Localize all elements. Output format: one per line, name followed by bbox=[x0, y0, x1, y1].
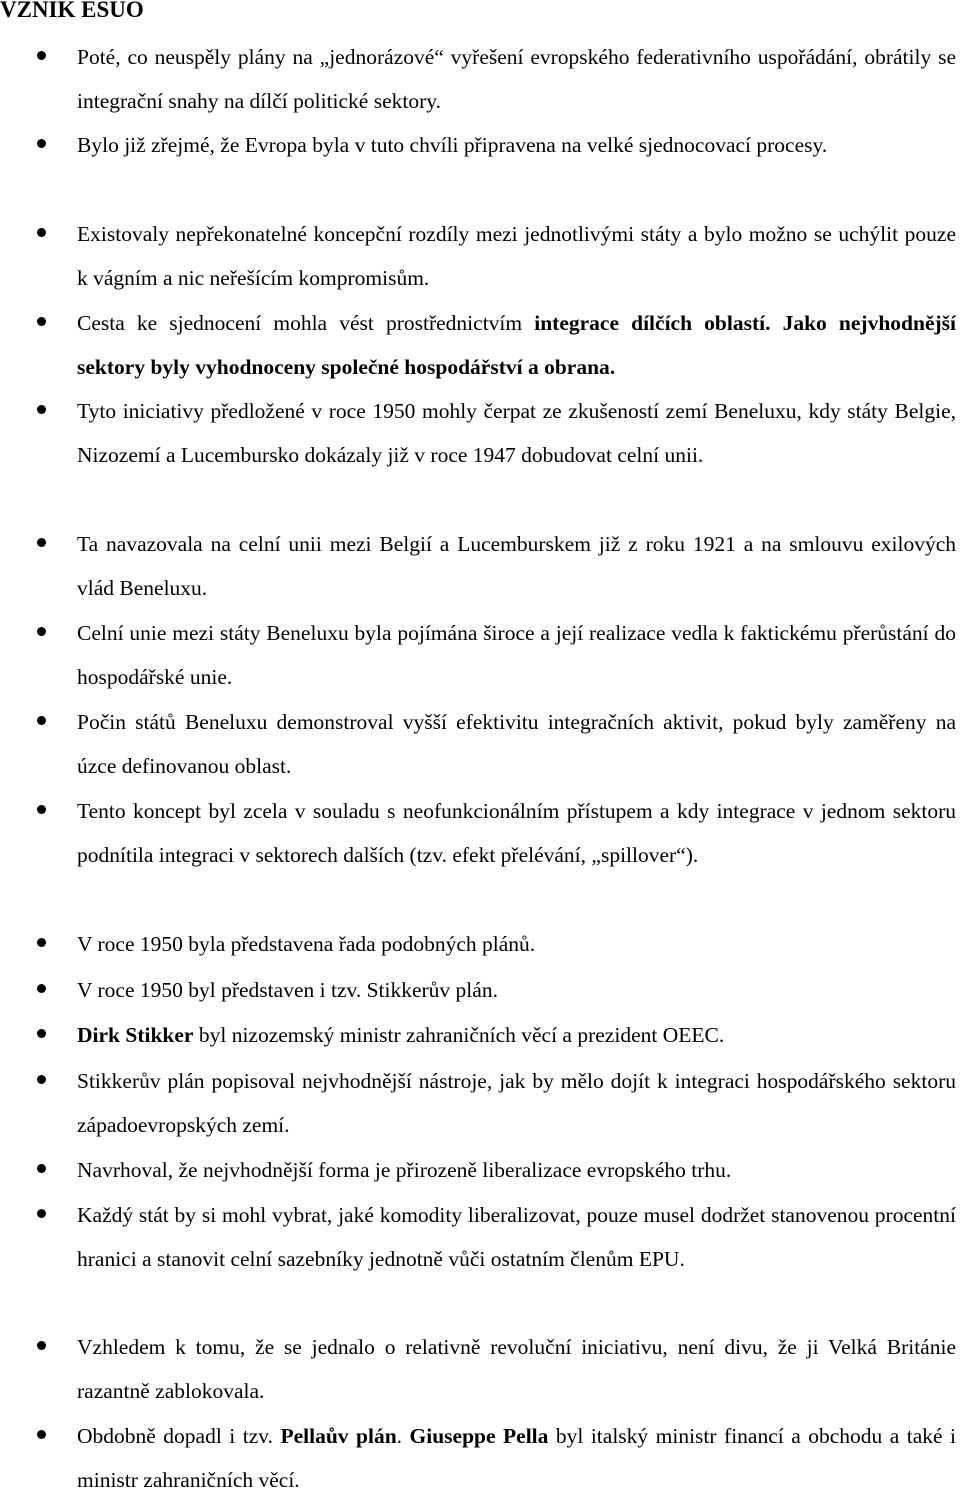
bullet-dot-icon bbox=[37, 627, 46, 636]
text-run: Ta navazovala na celní unii mezi Belgií a Lucemburskem již z roku 1921 a na smlouvu exilových vlád Beneluxu. bbox=[77, 532, 956, 601]
bullet-dot-icon bbox=[37, 1209, 46, 1218]
text-run: Cesta ke sjednocení mohla vést prostřednictvím bbox=[77, 311, 535, 335]
bullet-text bbox=[77, 1193, 956, 1282]
bullet-dot-icon bbox=[37, 1341, 46, 1350]
bold-run: Pellaův plán bbox=[280, 1424, 397, 1448]
text-run: Navrhoval, že nejvhodnější forma je přirozeně liberalizace evropského trhu. bbox=[77, 1158, 732, 1182]
bold-run: Dirk Stikker bbox=[77, 1023, 194, 1047]
text-run: Celní unie mezi státy Beneluxu byla pojímána široce a její realizace vedla k faktickému přerůstání do hospodářské unie. bbox=[77, 621, 956, 690]
text-run: Každý stát by si mohl vybrat, jaké komodity liberalizovat, pouze musel dodržet stanovenou procentní hranici a stanovit celní sazebníky jednotně vůči ostatním členům EPU. bbox=[77, 1203, 956, 1272]
document-heading: VZNIK ESUO bbox=[0, 0, 144, 22]
bullet-dot-icon bbox=[37, 317, 46, 326]
bullet-dot-icon bbox=[37, 405, 46, 414]
bullet-text bbox=[77, 35, 956, 124]
bullet-dot-icon bbox=[37, 538, 46, 547]
text-run: V roce 1950 byl představen i tzv. Stikkerův plán. bbox=[77, 978, 498, 1002]
bullet-text bbox=[77, 1059, 956, 1148]
bullet-dot-icon bbox=[37, 51, 46, 60]
bullet-text bbox=[77, 522, 956, 611]
bullet-text bbox=[77, 301, 956, 390]
text-run: Poté, co neuspěly plány na „jednorázové“ vyřešení evropského federativního uspořádání, obrátily se integrační snahy na dílčí politické sektory. bbox=[77, 45, 956, 114]
text-run: Vzhledem k tomu, že se jednalo o relativně revoluční iniciativu, není divu, že ji Velká Británie razantně zablokovala. bbox=[77, 1335, 956, 1404]
bullet-text bbox=[77, 700, 956, 789]
bullet-dot-icon bbox=[37, 716, 46, 725]
bullet-text bbox=[77, 389, 956, 478]
bold-run: integrace dílčích oblastí. Jako nejvhodnější sektory byly vyhodnoceny společné hospodářství a obrana. bbox=[77, 311, 956, 380]
bullet-dot-icon bbox=[37, 1029, 46, 1038]
bullet-text bbox=[77, 212, 956, 301]
bullet-dot-icon bbox=[37, 984, 46, 993]
bullet-text bbox=[77, 968, 956, 1012]
bullet-text bbox=[77, 922, 956, 966]
bullet-text bbox=[77, 1414, 956, 1503]
text-run: byl italský ministr financí a obchodu a také i ministr zahraničních věcí. bbox=[77, 1424, 957, 1493]
bullet-dot-icon bbox=[37, 938, 46, 947]
text-run: Tento koncept byl zcela v souladu s neofunkcionálním přístupem a kdy integrace v jednom sektoru podnítila integraci v sektorech dalších (tzv. efekt přelévání, „spillover“). bbox=[77, 799, 956, 868]
text-run: Stikkerův plán popisoval nejvhodnější nástroje, jak by mělo dojít k integraci hospodářského sektoru západoevropských zemí. bbox=[77, 1069, 956, 1138]
text-run: Tyto iniciativy předložené v roce 1950 mohly čerpat ze zkušeností zemí Beneluxu, kdy státy Belgie, Nizozemí a Lucembursko dokázaly již v roce 1947 dobudovat celní unii. bbox=[77, 399, 956, 468]
bullet-text bbox=[77, 611, 956, 700]
bullet-dot-icon bbox=[37, 139, 46, 148]
text-run: Počin států Beneluxu demonstroval vyšší efektivitu integračních aktivit, pokud byly zaměřeny na úzce definovanou oblast. bbox=[77, 710, 956, 779]
bullet-dot-icon bbox=[37, 228, 46, 237]
bold-run: Giuseppe Pella bbox=[409, 1424, 549, 1448]
bullet-text bbox=[77, 1325, 956, 1414]
text-run: Bylo již zřejmé, že Evropa byla v tuto chvíli připravena na velké sjednocovací procesy. bbox=[77, 133, 828, 157]
bullet-dot-icon bbox=[37, 805, 46, 814]
bullet-dot-icon bbox=[37, 1075, 46, 1084]
bullet-text bbox=[77, 1148, 956, 1192]
bullet-dot-icon bbox=[37, 1164, 46, 1173]
text-run: Existovaly nepřekonatelné koncepční rozdíly mezi jednotlivými státy a bylo možno se uchýlit pouze k vágním a nic neřešícím kompromisům. bbox=[77, 222, 956, 291]
text-run: . bbox=[396, 1424, 410, 1448]
text-run: V roce 1950 byla představena řada podobných plánů. bbox=[77, 932, 536, 956]
bullet-text bbox=[77, 1013, 956, 1057]
text-run: Obdobně dopadl i tzv. bbox=[77, 1424, 281, 1448]
bullet-dot-icon bbox=[37, 1430, 46, 1439]
text-run: byl nizozemský ministr zahraničních věcí a prezident OEEC. bbox=[193, 1023, 725, 1047]
bullet-text bbox=[77, 123, 956, 167]
bullet-text bbox=[77, 789, 956, 878]
